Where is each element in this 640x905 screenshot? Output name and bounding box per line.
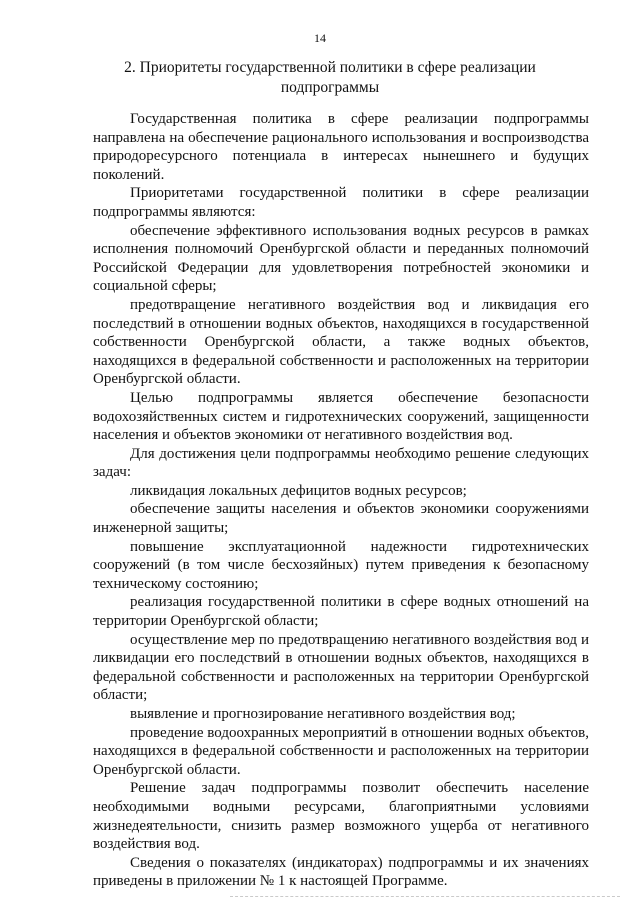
section-title-line-1: 2. Приоритеты государственной политики в сфере реализации	[124, 59, 536, 76]
paragraph-task-2: обеспечение защиты населения и объектов экономики сооружениями инженерной защиты;	[93, 501, 589, 537]
paragraph-expected-result: Решение задач подпрограммы позволит обеспечить население необходимыми водными ресурсами, благоприятными условиями жизнедеятельности, снизить размер возможного ущерба от негативного воздействия вод.	[93, 780, 589, 853]
paragraph-task-1: ликвидация локальных дефицитов водных ресурсов;	[130, 482, 467, 499]
paragraph-task-4: реализация государственной политики в сфере водных отношений на территории Оренбургской области;	[93, 594, 589, 630]
paragraph-priority-1: обеспечение эффективного использования водных ресурсов в рамках исполнения полномочий Оренбургской области и переданных полномочий Российской Федерации для удовлетворения потребностей экономики и социальной сферы;	[93, 222, 589, 295]
paragraph-priorities-intro: Приоритетами государственной политики в сфере реализации подпрограммы являются:	[93, 185, 589, 220]
paragraph-objective: Целью подпрограммы является обеспечение безопасности водохозяйственных систем и гидротехнических сооружений, защищенности населения и объектов экономики от негативного воздействия вод.	[93, 389, 589, 444]
section-title-line-2: подпрограммы	[280, 79, 380, 96]
paragraph-task-5: осуществление мер по предотвращению негативного воздействия вод и ликвидации его последствий в отношении водных объектов, находящихся в федеральной собственности и расположенных на территории Оренбургской области;	[93, 631, 589, 704]
paragraph-indicators-reference: Сведения о показателях (индикаторах) подпрограммы и их значениях приведены в приложении № 1 к настоящей Программе.	[93, 854, 589, 890]
paragraph-task-6: выявление и прогнозирование негативного воздействия вод;	[130, 706, 516, 722]
section-title	[110, 58, 550, 98]
paragraph-task-3: повышение эксплуатационной надежности гидротехнических сооружений (в том числе бесхозяйных) путем приведения к безопасному техническому состоянию;	[93, 538, 589, 592]
paragraph-task-7: проведение водоохранных мероприятий в отношении водных объектов, находящихся в федеральной собственности и расположенных на территории Оренбургской области.	[93, 724, 589, 778]
paragraph-policy-goal: Государственная политика в сфере реализации подпрограммы направлена на обеспечение рационального использования и воспроизводства природоресурсного потенциала в интересах нынешнего и будущих поколений.	[93, 111, 589, 183]
paragraph-tasks-intro: Для достижения цели подпрограммы необходимо решение следующих задач:	[93, 445, 589, 481]
page-number: 14	[314, 31, 326, 45]
body-text	[93, 110, 589, 891]
paragraph-priority-2: предотвращение негативного воздействия вод и ликвидация его последствий в отношении водных объектов, находящихся в государственной собственности Оренбургской области, а также водных объектов, находящихся в федеральной собственности и расположенных на территории Оренбургской области.	[93, 296, 589, 388]
scan-artifact	[230, 896, 620, 899]
